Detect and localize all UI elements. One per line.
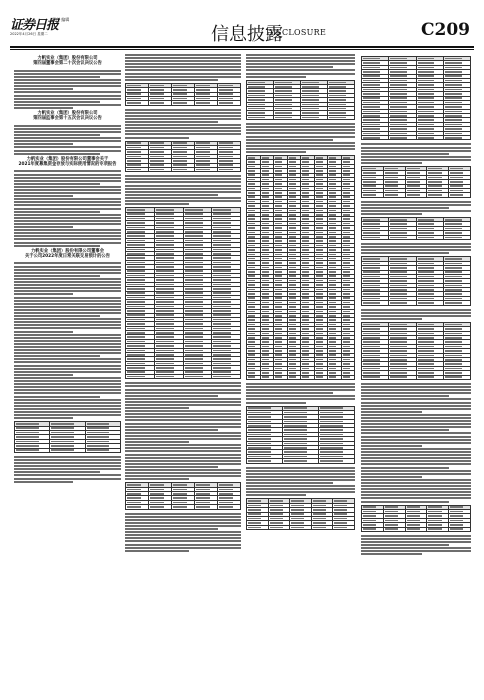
announcement-4-title-line1: 力帆实业（集团）股份有限公司董事会 — [30, 248, 105, 254]
data-table — [361, 505, 471, 532]
data-table — [361, 217, 471, 240]
data-table — [361, 322, 471, 380]
body-text-block — [125, 175, 241, 205]
body-text-block — [14, 125, 121, 155]
dateline: 2022年4月26日 星期二 — [10, 32, 48, 36]
body-text-block — [361, 535, 471, 556]
body-text-block — [246, 383, 355, 404]
column-4 — [361, 54, 471, 688]
announcement-2-title-line2: 第四届监事会第十五次会议决议公告 — [33, 116, 102, 122]
announcement-1-title-line1: 力帆实业（集团）股份有限公司 — [37, 56, 98, 61]
data-table — [246, 406, 355, 464]
data-table — [125, 83, 241, 106]
body-text-block — [125, 382, 241, 480]
announcement-1-title-line2: 第四届董事会第二十次会议决议公告 — [33, 61, 102, 67]
announcement-3-title-line2: 2021年度募集资金存放与实际使用情况的专项报告 — [18, 162, 117, 167]
announcement-1 — [14, 56, 121, 67]
data-table — [246, 155, 355, 380]
masthead-rule-thin — [10, 49, 474, 50]
data-table — [361, 166, 471, 198]
masthead-rule — [10, 46, 474, 48]
data-table — [361, 56, 471, 140]
data-table — [125, 141, 241, 173]
announcement-2-title-line1: 力帆实业（集团）股份有限公司 — [37, 110, 98, 116]
body-text-block — [361, 383, 471, 503]
announcement-3 — [14, 157, 121, 168]
column-3 — [246, 54, 355, 688]
announcement-4-title-line2: 关于公司2022年度日常关联交易预计的公告 — [24, 254, 110, 260]
body-text-block — [14, 456, 121, 483]
data-table — [125, 482, 241, 509]
body-text-block — [125, 109, 241, 139]
announcement-3-title-line1: 力帆实业（集团）股份有限公司董事会关于 — [26, 156, 109, 162]
body-text-block — [361, 143, 471, 164]
body-text-block — [361, 309, 471, 320]
body-text-block — [246, 467, 355, 497]
body-text-block — [361, 201, 471, 215]
newspaper-logo: 证券日报 — [10, 18, 59, 33]
page-number: C209 — [420, 20, 470, 40]
body-text-block — [361, 243, 471, 254]
body-text-block — [125, 513, 241, 552]
data-table — [125, 207, 241, 379]
body-text-block — [125, 54, 241, 81]
body-text-block — [246, 54, 355, 78]
body-text-block — [14, 70, 121, 109]
data-table — [246, 498, 355, 530]
section-title-cn: 信息披露 — [211, 24, 283, 45]
section-title-en: DISCLOSURE — [266, 28, 327, 37]
data-table — [246, 80, 355, 121]
column-2 — [125, 54, 241, 688]
column-1 — [14, 54, 121, 688]
body-text-block — [14, 262, 121, 419]
data-table — [361, 256, 471, 305]
body-text-block — [14, 170, 121, 246]
data-table — [14, 421, 121, 453]
announcement-4 — [14, 249, 121, 260]
body-text-block — [246, 123, 355, 153]
edition-label: 责任 编辑 — [52, 17, 70, 22]
announcement-2 — [14, 111, 121, 122]
